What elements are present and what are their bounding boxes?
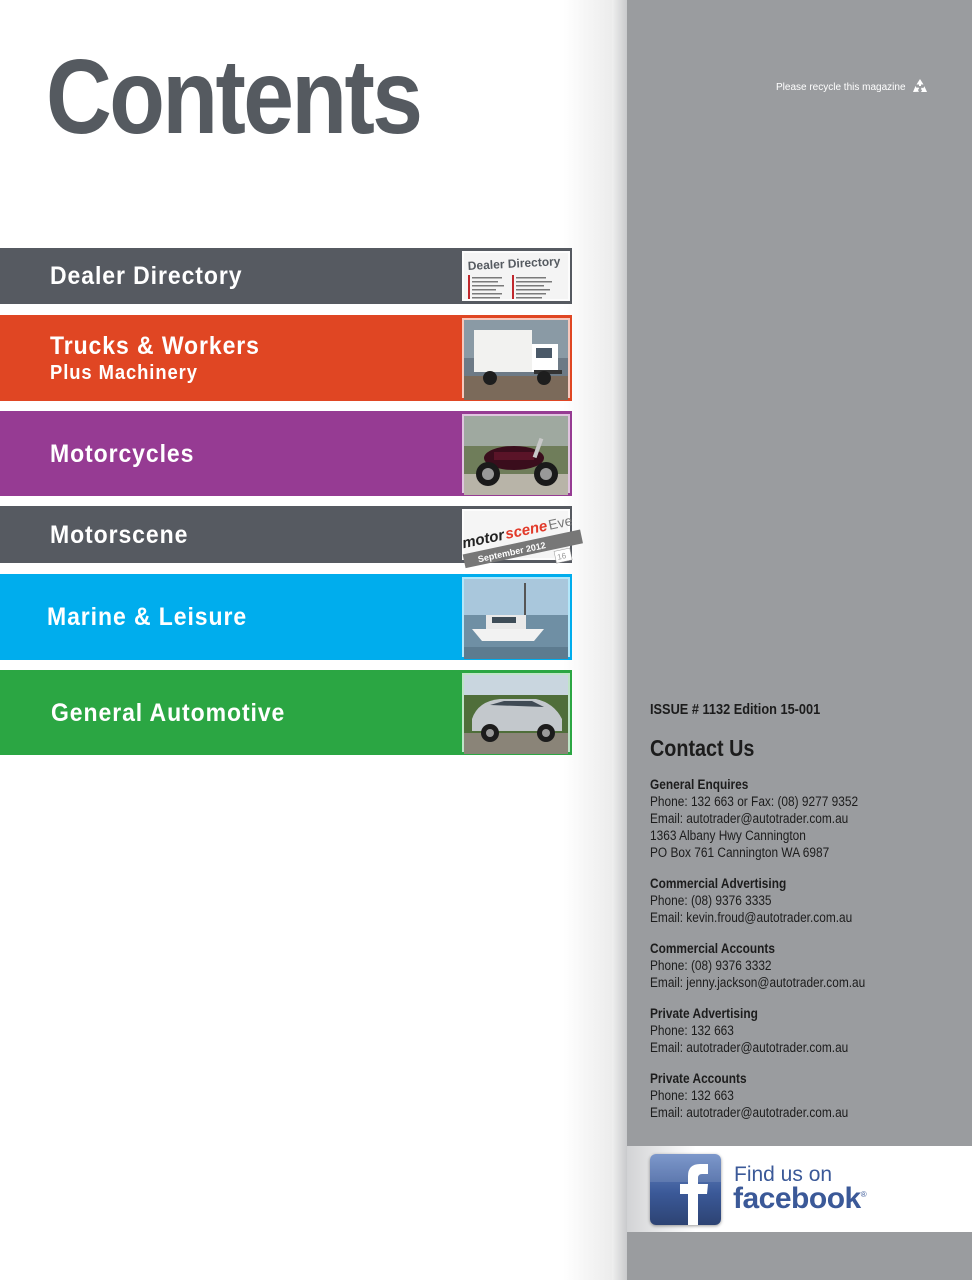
page-title: Contents	[46, 38, 421, 156]
truck-photo	[462, 318, 570, 398]
facebook-find-text[interactable]: Find us on	[734, 1163, 833, 1186]
contact-phone: Phone: 132 663	[650, 1023, 734, 1038]
contact-phone: Phone: 132 663 or Fax: (08) 9277 9352	[650, 794, 859, 809]
contact-commercial-accounts	[650, 940, 932, 991]
contact-address: 1363 Albany Hwy Cannington	[650, 828, 806, 843]
section-label: Marine & Leisure	[47, 603, 248, 631]
facebook-brand-text: facebook	[733, 1182, 861, 1215]
section-marine-leisure[interactable]	[0, 574, 572, 660]
thumb-date: September 2012	[476, 540, 547, 565]
thumb-brand-eve: Eve	[546, 512, 574, 533]
thumb-title: Dealer Directory	[467, 254, 561, 273]
contact-block-heading: General Enquires	[650, 777, 749, 792]
section-general-automotive[interactable]	[0, 670, 572, 755]
recycle-text: Please recycle this magazine	[776, 81, 906, 93]
contact-general-enquires	[650, 776, 932, 861]
recycle-icon	[910, 77, 930, 97]
contact-email[interactable]: Email: autotrader@autotrader.com.au	[650, 811, 849, 826]
section-trucks-workers[interactable]	[0, 315, 572, 401]
contact-po-box: PO Box 761 Cannington WA 6987	[650, 845, 830, 860]
thumb-brand-scene: scene	[503, 517, 549, 543]
motorscene-thumbnail	[460, 509, 574, 565]
contact-email[interactable]: Email: autotrader@autotrader.com.au	[650, 1105, 849, 1120]
section-dealer-directory[interactable]	[0, 248, 572, 304]
section-label: Dealer Directory	[50, 262, 243, 290]
contact-block-heading: Private Advertising	[650, 1006, 758, 1021]
motorcycle-photo	[462, 414, 570, 493]
section-label: Motorscene	[50, 520, 189, 549]
contact-email[interactable]: Email: autotrader@autotrader.com.au	[650, 1040, 849, 1055]
contact-private-advertising	[650, 1005, 932, 1056]
contact-block-heading: Commercial Accounts	[650, 941, 776, 956]
facebook-wordmark[interactable]	[733, 1184, 866, 1214]
issue-number: ISSUE # 1132 Edition 15-001	[650, 702, 821, 718]
section-motorscene[interactable]	[0, 506, 572, 563]
dealer-directory-thumbnail	[462, 251, 570, 301]
contact-heading: Contact Us	[650, 735, 755, 761]
contact-commercial-advertising	[650, 875, 932, 926]
contact-list	[650, 776, 970, 1135]
section-label: Trucks & Workers	[50, 332, 260, 360]
thumb-brand-motor: motor	[460, 526, 506, 553]
section-motorcycles[interactable]	[0, 411, 572, 496]
contact-private-accounts	[650, 1070, 932, 1121]
facebook-icon[interactable]	[650, 1154, 721, 1225]
registered-mark: ®	[860, 1190, 867, 1199]
contact-block-heading: Private Accounts	[650, 1071, 747, 1086]
car-photo	[462, 673, 570, 752]
section-label: General Automotive	[51, 698, 286, 727]
contact-phone: Phone: 132 663	[650, 1088, 734, 1103]
contact-email[interactable]: Email: kevin.froud@autotrader.com.au	[650, 910, 853, 925]
section-label: Motorcycles	[50, 439, 195, 468]
boat-photo	[462, 577, 570, 657]
recycle-note	[776, 77, 930, 97]
contact-phone: Phone: (08) 9376 3335	[650, 893, 772, 908]
panel-edge-shadow	[612, 0, 627, 1280]
contact-email[interactable]: Email: jenny.jackson@autotrader.com.au	[650, 975, 866, 990]
thumb-page: 16	[556, 551, 567, 562]
contact-block-heading: Commercial Advertising	[650, 876, 787, 891]
section-sublabel: Plus Machinery	[50, 362, 198, 384]
contact-phone: Phone: (08) 9376 3332	[650, 958, 772, 973]
